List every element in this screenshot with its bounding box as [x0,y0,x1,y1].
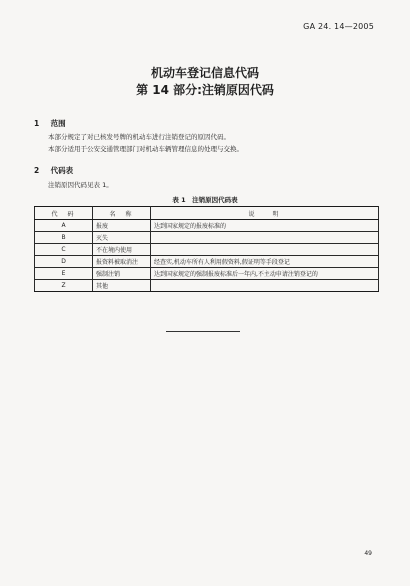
document-subtitle: 第 14 部分:注销原因代码 [136,83,274,97]
row-name: 其他 [93,280,151,292]
header-name: 名 称 [93,207,151,220]
table-caption: 表 1 注销原因代码表 [172,196,238,204]
row-name: 灭失 [93,232,151,244]
row-code: E [35,268,93,280]
row-code: B [35,232,93,244]
row-code: C [35,244,93,256]
row-code: D [35,256,93,268]
table-row [35,220,379,232]
row-description [151,232,379,244]
section-2-paragraph: 注销原因代码见表 1。 [48,181,113,189]
table-row [35,256,379,268]
section-2-title: 代码表 [50,166,74,175]
row-description: 达到国家规定的报废标准的 [151,220,379,232]
section-2-heading [34,165,73,176]
row-description [151,280,379,292]
table-row [35,244,379,256]
row-name: 报废 [93,220,151,232]
section-1-number: 1 [34,119,40,128]
header-code: 代 码 [35,207,93,220]
row-code: Z [35,280,93,292]
table-header-row [35,207,379,220]
section-1-title: 范围 [50,119,66,128]
page-number: 49 [364,550,372,557]
row-name: 报资料被取消注 [93,256,151,268]
table-row [35,268,379,280]
row-name: 强制注销 [93,268,151,280]
row-code: A [35,220,93,232]
row-description [151,244,379,256]
table-row [35,280,379,292]
standard-number: GA 24. 14—2005 [303,22,374,31]
row-description: 经查实,机动车所有人利用假资料,假证明等手段登记 [151,256,379,268]
section-1-heading [34,118,66,129]
section-2-number: 2 [34,166,40,175]
header-description: 说 明 [151,207,379,220]
cancellation-code-table [34,206,379,292]
table-row [35,232,379,244]
section-1-paragraph: 本部分适用于公安交通管理部门对机动车辆管理信息的处理与交换。 [48,145,243,153]
row-name: 不在境内使用 [93,244,151,256]
end-of-text-rule [166,331,240,332]
document-title: 机动车登记信息代码 [150,66,259,80]
section-1-paragraph: 本部分规定了对已核发号牌的机动车进行注销登记的原因代码。 [48,133,230,141]
row-description: 达到国家规定的强制报废标准后一年内,不主动申请注销登记的 [151,268,379,280]
